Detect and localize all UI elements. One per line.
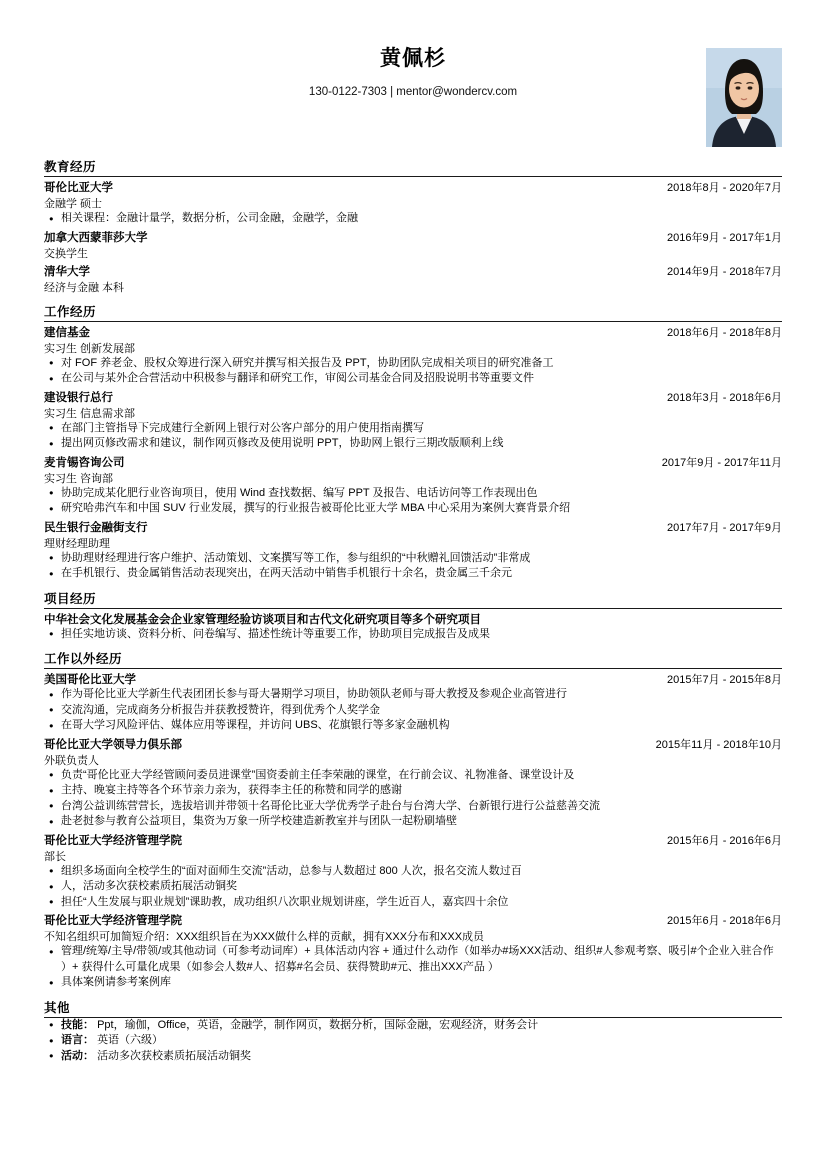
- education-entry: [44, 229, 782, 261]
- bullet-list: [44, 356, 782, 387]
- date-range: 2016年9月 - 2017年1月: [667, 231, 782, 244]
- entry-subtitle: 实习生 信息需求部: [44, 407, 136, 420]
- list-item: [61, 1049, 782, 1065]
- list-item: ● 担任“人生发展与职业规划”课助教，成功组织八次职业规划讲座，学生近百人，嘉宾四十余位: [61, 895, 782, 911]
- work-entry: [44, 519, 782, 582]
- list-item: ● 作为哥伦比亚大学新生代表团团长参与哥大暑期学习项目，协助领队老师与哥大教授及参观企业高管进行: [61, 687, 782, 703]
- page-title: 黄佩杉: [380, 47, 446, 70]
- organization-name: 清华大学: [44, 265, 90, 278]
- date-range: 2017年9月 - 2017年11月: [661, 456, 782, 469]
- list-item: ● 主持、晚宴主持等各个环节亲力亲为，获得李主任的称赞和同学的感谢: [61, 783, 782, 799]
- organization-name: 民生银行金融街支行: [44, 521, 148, 534]
- skill-value: Ppt，瑜伽，Office，英语，金融学，制作网页，数据分析，国际金融，宏观经济，财务会计: [97, 1018, 539, 1031]
- entry-subtitle: 金融学 硕士: [44, 198, 103, 210]
- portrait-icon: [706, 48, 782, 147]
- skill-label: 技能：: [61, 1018, 94, 1031]
- bullet-list: [44, 864, 782, 911]
- bullet-list: [44, 768, 782, 830]
- activity-entry: [44, 832, 782, 911]
- bullet-list: [44, 627, 782, 643]
- bullet-list: [44, 421, 782, 452]
- list-item: ● 对 FOF 养老金、股权众筹进行深入研究并撰写相关报告及 PPT，协助团队完成相关项目的研究准备工: [61, 356, 782, 372]
- date-range: 2015年11月 - 2018年10月: [655, 738, 782, 751]
- organization-name: 哥伦比亚大学经济管理学院: [44, 834, 182, 847]
- date-range: 2017年7月 - 2017年9月: [667, 521, 782, 534]
- list-item: ● 负责“哥伦比亚大学经管顾问委员进课堂”国资委前主任李荣融的课堂，在行前会议、礼物准备、课堂设计及: [61, 768, 782, 784]
- bullet-list: [44, 486, 782, 517]
- list-item: ● 交流沟通，完成商务分析报告并获教授赞许，得到优秀个人奖学金: [61, 703, 782, 719]
- section-title: 工作以外经历: [44, 649, 782, 669]
- list-item: [61, 1018, 782, 1034]
- education-entry: [44, 179, 782, 227]
- work-entry: [44, 324, 782, 387]
- date-range: 2014年9月 - 2018年7月: [667, 265, 782, 278]
- work-entry: [44, 389, 782, 452]
- date-range: 2015年6月 - 2018年6月: [667, 915, 782, 927]
- date-range: 2018年8月 - 2020年7月: [667, 182, 782, 194]
- activity-entry: [44, 736, 782, 830]
- date-range: 2015年7月 - 2015年8月: [667, 674, 782, 686]
- entry-subtitle: 实习生 创新发展部: [44, 342, 136, 355]
- work-entry: [44, 454, 782, 517]
- list-item: ● 组织多场面向全校学生的“面对面师生交流”活动，总参与人数超过 800 人次，报名交流人数过百: [61, 864, 782, 880]
- list-item: ● 相关课程：金融计量学，数据分析，公司金融，金融学，金融: [61, 211, 782, 227]
- list-item: ● 台湾公益训练营营长，选拔培训并带领十名哥伦比亚大学优秀学子赴台与台湾大学、台新银行进行公益慈善交流: [61, 799, 782, 815]
- skill-list: [44, 1018, 782, 1065]
- organization-name: 哥伦比亚大学领导力俱乐部: [44, 738, 182, 751]
- section-title: 项目经历: [44, 589, 782, 609]
- organization-name: 加拿大西蒙菲莎大学: [44, 231, 148, 244]
- organization-name: 哥伦比亚大学经济管理学院: [44, 915, 182, 927]
- list-item: ● 赴老挝参与教育公益项目，集资为万象一所学校建造新教室并与团队一起粉刷墙壁: [61, 814, 782, 830]
- list-item: ● 研究哈弗汽车和中国 SUV 行业发展，撰写的行业报告被哥伦比亚大学 MBA 中心采用为案例大赛背景介绍: [61, 501, 782, 517]
- list-item: ● 在手机银行、贵金属销售活动表现突出，在两天活动中销售手机银行十余名，贵金属三千余元: [61, 566, 782, 582]
- list-item: [61, 1033, 782, 1049]
- activity-entry: [44, 671, 782, 734]
- section-projects: [44, 589, 782, 643]
- entry-subtitle: 交换学生: [44, 247, 88, 260]
- skill-value: 活动多次获校素质拓展活动铜奖: [97, 1049, 252, 1062]
- organization-name: 麦肯锡咨询公司: [44, 456, 125, 469]
- list-item: ● 在公司与某外企合营活动中积极参与翻译和研究工作，审阅公司基金合同及招股说明书等重要文件: [61, 371, 782, 387]
- entry-subtitle: 经济与金融 本科: [44, 281, 125, 294]
- section-title: 其他: [44, 998, 782, 1018]
- bullet-list: [44, 687, 782, 734]
- project-entry: [44, 611, 782, 643]
- list-item: ● 管理/统筹/主导/带领/或其他动词（可参考动词库）+ 具体活动内容 + 通过什么动作（如举办#场XXX活动、组织#人参观考察、吸引#个企业入驻合作 ）+ 获得什么可量化成果（如参会人数#人、招募#名会员、获得赞助#元、推出XXX产品 ）: [61, 944, 782, 975]
- bullet-list: [44, 211, 782, 227]
- list-item: ● 具体案例请参考案例库: [61, 975, 782, 991]
- organization-name: 建设银行总行: [44, 391, 113, 404]
- organization-name: 美国哥伦比亚大学: [44, 674, 136, 686]
- entry-subtitle: 理财经理助理: [44, 537, 110, 550]
- activity-entry: [44, 912, 782, 991]
- section-work: [44, 302, 782, 582]
- avatar: [706, 48, 782, 147]
- resume-header: [44, 42, 782, 150]
- skill-label: 语言：: [61, 1034, 94, 1046]
- entry-subtitle: 部长: [44, 850, 66, 863]
- organization-name: 哥伦比亚大学: [44, 182, 113, 194]
- skill-label: 活动：: [61, 1049, 94, 1062]
- entry-subtitle: 外联负责人: [44, 754, 99, 767]
- section-others: [44, 998, 782, 1065]
- organization-name: 建信基金: [44, 326, 90, 339]
- section-title: 教育经历: [44, 157, 782, 177]
- list-item: ● 协助完成某化肥行业咨询项目，使用 Wind 查找数据、编写 PPT 及报告、电话访问等工作表现出色: [61, 486, 782, 502]
- entry-subtitle: 实习生 咨询部: [44, 472, 114, 485]
- skill-value: 英语（六级）: [97, 1034, 164, 1046]
- date-range: 2018年6月 - 2018年8月: [667, 326, 782, 339]
- date-range: 2018年3月 - 2018年6月: [667, 391, 782, 404]
- organization-name: 中华社会文化发展基金会企业家管理经验访谈项目和古代文化研究项目等多个研究项目: [44, 613, 481, 626]
- section-title: 工作经历: [44, 302, 782, 322]
- education-entry: [44, 263, 782, 295]
- list-item: ● 协助理财经理进行客户维护、活动策划、文案撰写等工作，参与组织的“中秋赠礼回馈活动”非常成: [61, 551, 782, 567]
- list-item: ● 提出网页修改需求和建议，制作网页修改及使用说明 PPT，协助网上银行三期改版顺利上线: [61, 436, 782, 452]
- section-education: [44, 157, 782, 295]
- bullet-list: [44, 944, 782, 991]
- entry-subtitle: 不知名组织可加简短介绍：XXX组织旨在为XXX做什么样的贡献，拥有XXX分布和XXX成员: [44, 931, 485, 943]
- section-extracurricular: [44, 649, 782, 991]
- date-range: 2015年6月 - 2016年6月: [667, 834, 782, 847]
- bullet-list: [44, 551, 782, 582]
- list-item: ● 担任实地访谈、资料分析、问卷编写、描述性统计等重要工作，协助项目完成报告及成果: [61, 627, 782, 643]
- contact-line: 130-0122-7303 | mentor@wondercv.com: [308, 86, 518, 98]
- list-item: ● 在部门主管指导下完成建行全新网上银行对公客户部分的用户使用指南撰写: [61, 421, 782, 437]
- list-item: ● 人，活动多次获校素质拓展活动铜奖: [61, 879, 782, 895]
- list-item: ● 在哥大学习风险评估、媒体应用等课程，并访问 UBS、花旗银行等多家金融机构: [61, 718, 782, 734]
